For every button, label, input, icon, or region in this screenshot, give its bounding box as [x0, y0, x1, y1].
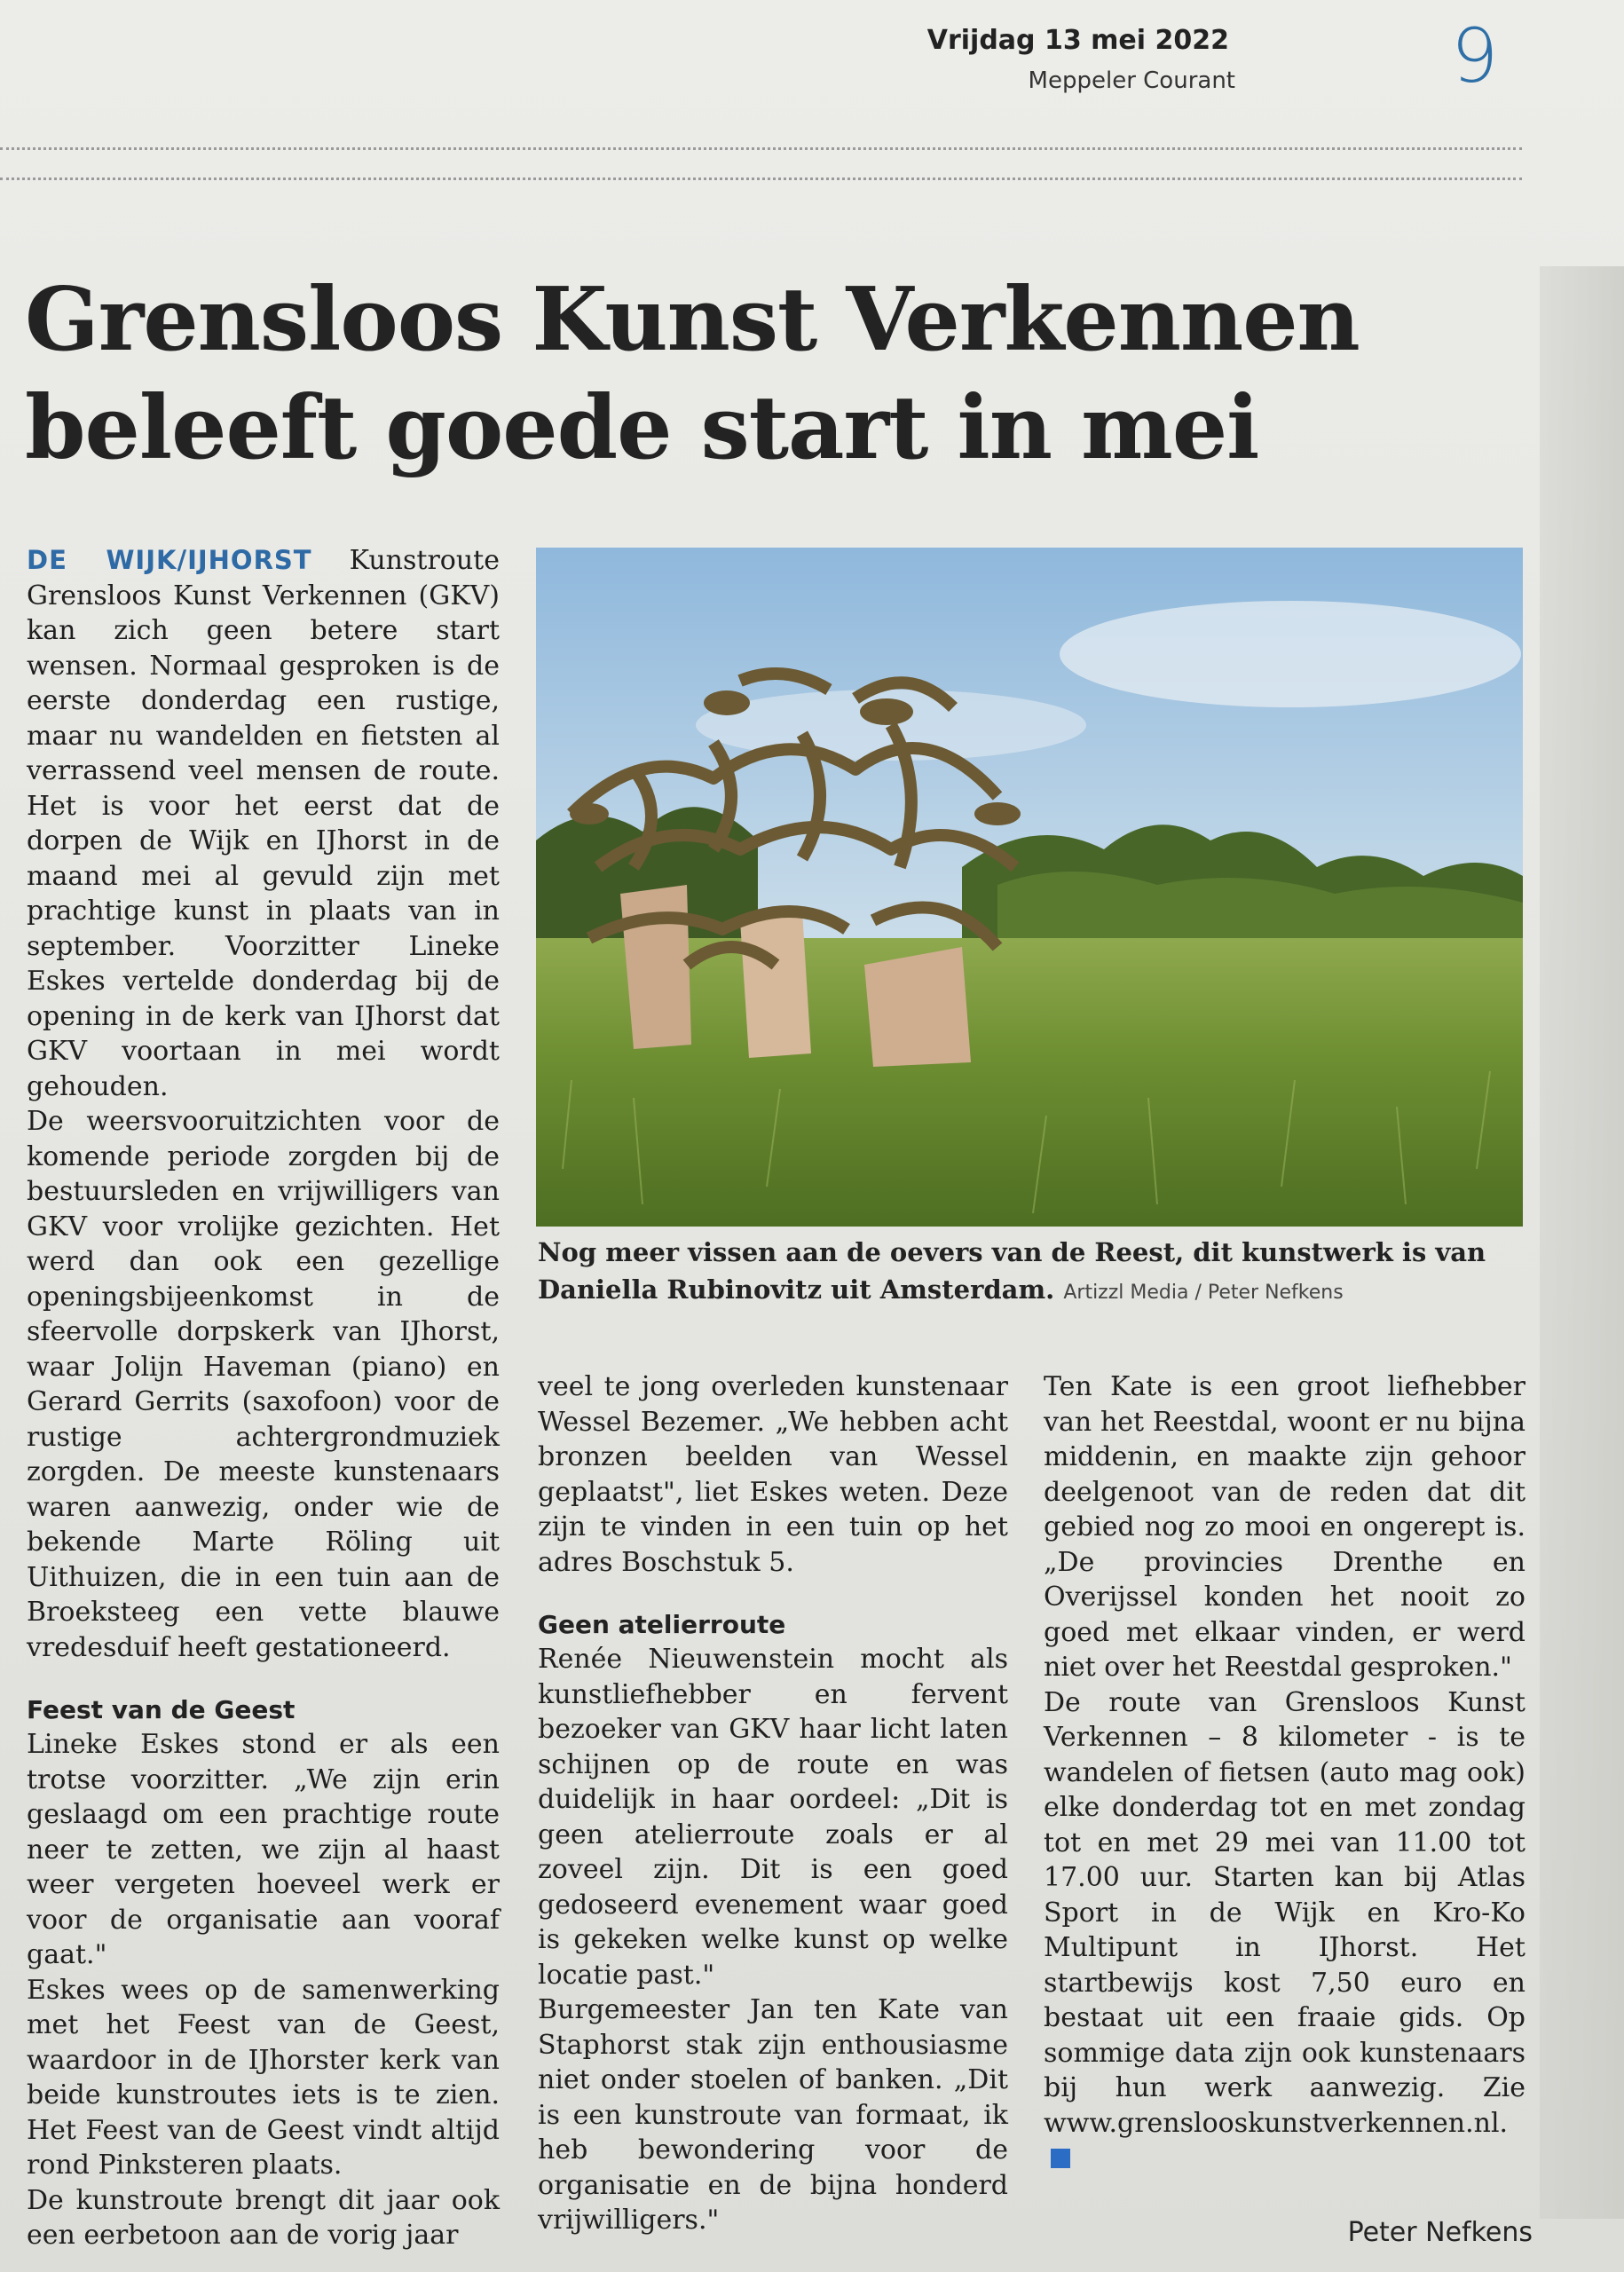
subheading: Geen atelierroute: [538, 1610, 786, 1639]
paragraph: veel te jong overleden kunstenaar Wessel Bezemer. „We hebben acht bronzen beelden van Wessel geplaatst", liet Eskes weten. Deze zijn te vinden in een tuin op het adres Boschstuk 5.: [538, 1371, 1008, 1578]
headline-line-1: Grensloos Kunst Verkennen: [25, 269, 1360, 371]
header-rule-bottom: [0, 178, 1522, 180]
paragraph: De route van Grensloos Kunst Verkennen – 8 kilometer - is te wandelen of fietsen (auto mag ook) elke donderdag tot en met zondag tot en met 29 mei van 11.00 tot 17.00 uur. Starten kan bij Atlas Sport in de Wijk en Kro-Ko Multipunt in IJhorst. Het startbewijs kost 7,50 euro en bestaat uit een fraaie gids. Op sommige data zijn ook kunstenaars bij hun werk aanwezig. Zie www.grenslooskunstverkennen.nl.: [1044, 1685, 1525, 2176]
photo-caption: [538, 1234, 1523, 1312]
paragraph: Renée Nieuwenstein mocht als kunstliefhebber en fervent bezoeker van GKV haar licht laten schijnen op de route en was duidelijk in haar oordeel: „Dit is geen atelierroute zoals er al zoveel zijn. Dit is een goed gedoseerd evenement waar goed is gekeken welke kunst op welke locatie past.": [538, 1644, 1008, 1991]
paragraph: Lineke Eskes stond er als een trotse voorzitter. „We zijn erin geslaagd om een prachtige route neer te zetten, we zijn al haast weer vergeten hoeveel werk er voor de organisatie aan vooraf gaat.": [27, 1729, 500, 1970]
paragraph: Eskes wees op de samenwerking met het Feest van de Geest, waardoor in de IJhorster kerk van beide kunstroutes iets is te zien. Het Feest van de Geest vindt altijd rond Pinksteren plaats.: [27, 1974, 500, 2181]
paragraph: Ten Kate is een groot liefhebber van het Reestdal, woont er nu bijna middenin, en maakte zijn gehoor deelgenoot van de reden dat dit gebied nog zo mooi en ongerept is. „De provincies Drenthe en Overijssel konden het nooit zo goed met elkaar vinden, er werd niet over het Reestdal gesproken.": [1044, 1371, 1525, 1683]
article-photo: [536, 548, 1523, 1227]
subheading: Feest van de Geest: [27, 1695, 296, 1724]
article-headline: [25, 244, 1551, 505]
end-of-article-mark-icon: [1051, 2149, 1070, 2168]
header-rule-top: [0, 147, 1522, 150]
paragraph: De weersvooruitzichten voor de komende periode zorgden bij de bestuursleden en vrijwilligers van GKV voor vrolijke gezichten. Het werd dan ook een gezellige openingsbijeenkomst in de sfeervolle dorpskerk van IJhorst, waar Jolijn Haveman (piano) en Gerard Gerrits (saxofoon) voor de rustige achtergrondmuziek zorgden. De meeste kunstenaars waren aanwezig, onder wie de bekende Marte Röling uit Uithuizen, die in een tuin aan de Broeksteeg een vette blauwe vredesduif heeft gestationeerd.: [27, 1106, 500, 1663]
photo-credit: Artizzl Media / Peter Nefkens: [1063, 1282, 1344, 1304]
paragraph: De kunstroute brengt dit jaar ook een eerbetoon aan de vorig jaar: [27, 2184, 500, 2251]
headline-line-2: beleeft goede start in mei: [25, 377, 1259, 479]
caption-text: Nog meer vissen aan de oevers van de Reest, dit kunstwerk is van Daniella Rubinovitz uit Amsterdam.: [538, 1237, 1486, 1305]
author-byline: Peter Nefkens: [1347, 2217, 1533, 2248]
paragraph: Burgemeester Jan ten Kate van Staphorst stak zijn enthousiasme niet onder stoelen of banken. „Dit is een kunstroute van formaat, ik heb bewondering voor de organisatie en de bijna honderd vrijwilligers.": [538, 1994, 1008, 2236]
newspaper-name: Meppeler Courant: [1028, 67, 1235, 94]
article-column-1: [27, 543, 500, 2253]
lead-paragraph: DE WIJK/IJHORST Kunstroute Grensloos Kunst Verkennen (GKV) kan zich geen betere start wensen. Normaal gesproken is de eerste donderdag een rustige, maar nu wandelden en fietsten al verrassend veel mensen de route. Het is voor het eerst dat de dorpen de Wijk en IJhorst in de maand mei al gevuld zijn met prachtige kunst in plaats van in september. Voorzitter Lineke Eskes vertelde donderdag bij de opening in de kerk van IJhorst dat GKV voortaan in mei wordt gehouden.: [27, 545, 500, 1102]
dateline: DE WIJK/IJHORST: [27, 545, 312, 575]
adjacent-page-edge: [1540, 266, 1624, 2219]
page-number: 9: [1451, 12, 1499, 99]
article-column-2: [538, 1369, 1008, 2238]
article-column-3: [1044, 1369, 1525, 2176]
sculpture-photo-illustration: [536, 548, 1523, 1227]
issue-date: Vrijdag 13 mei 2022: [926, 25, 1229, 56]
